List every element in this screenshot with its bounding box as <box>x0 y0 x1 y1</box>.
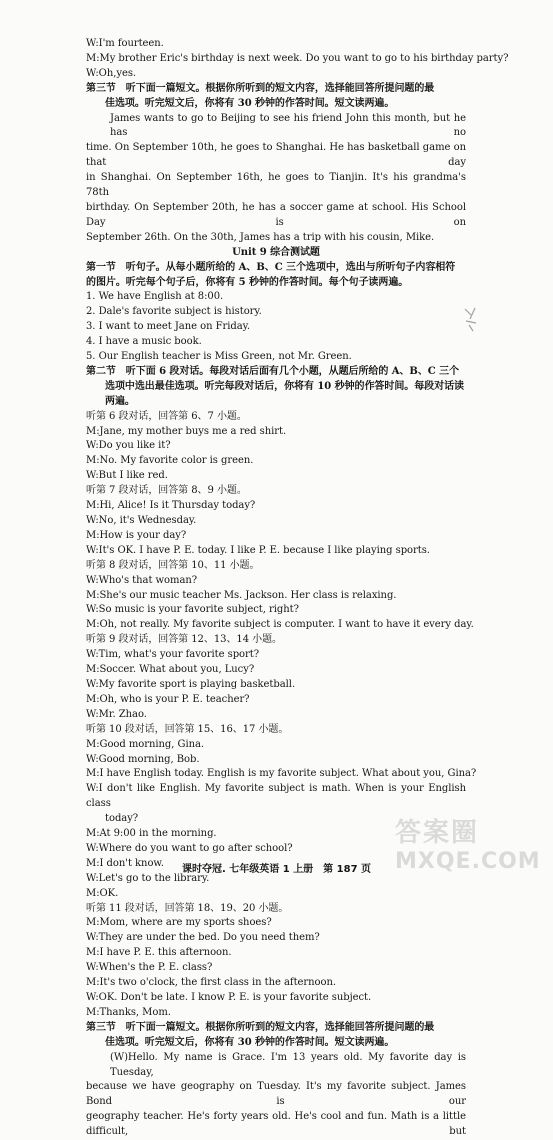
page-footer: 课时夺冠. 七年级英语 1 上册 第 187 页 <box>181 864 372 875</box>
text-line: 听第 7 段对话，回答第 8、9 小题。 <box>86 485 247 497</box>
text-line: M:Oh, not really. My favorite subject is computer. I want to have it every day. <box>86 619 474 631</box>
text-line: W:So music is your favorite subject, right? <box>86 604 299 616</box>
text-line: M:At 9:00 in the morning. <box>86 828 217 840</box>
text-line: 佳选项。听完短文后，你将有 30 秒钟的作答时间。短文读两遍。 <box>105 97 395 109</box>
text-line: 2. Dale's favorite subject is history. <box>86 306 262 318</box>
text-line: W:OK. Don't be late. I know P. E. is your favorite subject. <box>86 992 372 1003</box>
text-line: W:My favorite sport is playing basketball. <box>86 678 296 690</box>
text-line: James wants to go to Beijing to see his friend John this month, but he has no <box>110 112 466 139</box>
text-line: 5. Our English teacher is Miss Green, not Mr. Green. <box>86 351 352 363</box>
text-line: 听第 9 段对话，回答第 12、13、14 小题。 <box>86 634 283 646</box>
text-line: 听第 10 段对话，回答第 15、16、17 小题。 <box>86 723 289 735</box>
text-line: 佳选项。听完短文后，你将有 30 秒钟的作答时间。短文读两遍。 <box>105 1036 395 1048</box>
text-line: W:No, it's Wednesday. <box>86 515 197 526</box>
text-line: 的图片。听完每个句子后，你将有 5 秒钟的作答时间。每个句子读两遍。 <box>86 276 409 288</box>
text-line: W:They are under the bed. Do you need them? <box>86 932 320 944</box>
text-line: 3. I want to meet Jane on Friday. <box>86 321 251 333</box>
text-line: time. On September 10th, he goes to Shanghai. He has basketball game on that day <box>86 142 466 169</box>
text-line: M:I have English today. English is my favorite subject. What about you, Gina? <box>86 768 477 780</box>
text-line: W:When's the P. E. class? <box>86 962 213 974</box>
text-line: M:I don't know. <box>86 857 164 869</box>
text-line: M:Jane, my mother buys me a red shirt. <box>86 425 287 437</box>
text-line: 第三节 听下面一篇短文。根据你所听到的短文内容，选择能回答所提问题的最 <box>86 1021 435 1033</box>
text-line: M:She's our music teacher Ms. Jackson. Her class is relaxing. <box>86 589 397 601</box>
text-line: W:Oh,yes. <box>86 67 137 79</box>
text-line: W:Do you like it? <box>86 440 171 452</box>
text-line: M:I have P. E. this afternoon. <box>86 947 232 959</box>
text-line: in Shanghai. On September 16th, he goes to Tianjin. It's his grandma's 78th <box>86 172 466 199</box>
text-line: today? <box>105 813 139 825</box>
scribble-mark <box>461 305 483 333</box>
text-line: W:It's OK. I have P. E. today. I like P. E. because I like playing sports. <box>86 544 430 556</box>
text-line: M:How is your day? <box>86 529 187 541</box>
text-line: M:Good morning, Gina. <box>86 738 205 750</box>
text-line: W:Tim, what's your favorite sport? <box>86 649 260 661</box>
text-line: M:No. My favorite color is green. <box>86 455 254 467</box>
watermark-bottom: MXQE.COM <box>395 849 541 874</box>
text-line: M:Hi, Alice! Is it Thursday today? <box>86 500 256 512</box>
site-watermark <box>395 812 545 874</box>
text-line: W:Good morning, Bob. <box>86 753 200 765</box>
text-line: M:It's two o'clock, the first class in the afternoon. <box>86 977 336 989</box>
text-line: 听第 6 段对话，回答第 6、7 小题。 <box>86 410 247 422</box>
text-line: W:I'm fourteen. <box>86 38 164 49</box>
text-line: 两遍。 <box>105 395 135 407</box>
text-line: W:I don't like English. My favorite subject is math. When is your English class <box>86 783 466 810</box>
text-line: 听第 8 段对话，回答第 10、11 小题。 <box>86 559 260 571</box>
text-line: 1. We have English at 8:00. <box>86 291 224 303</box>
text-line: W:Let's go to the library. <box>86 872 210 884</box>
text-line: M:Mom, where are my sports shoes? <box>86 917 272 929</box>
text-line: W:Where do you want to go after school? <box>86 842 293 854</box>
text-line: (W)Hello. My name is Grace. I'm 13 years old. My favorite day is Tuesday, <box>110 1051 466 1078</box>
text-line: 第一节 听句子。从每小题所给的 A、B、C 三个选项中，选出与所听句子内容相符 <box>86 261 456 273</box>
text-line: September 26th. On the 30th, James has a trip with his cousin, Mike. <box>86 231 435 243</box>
watermark-top: 答案圈 <box>395 818 480 848</box>
text-line: M:My brother Eric's birthday is next week. Do you want to go to his birthday party? <box>86 52 509 64</box>
text-line: M:Soccer. What about you, Lucy? <box>86 664 255 676</box>
text-line: 选项中选出最佳选项。听完每段对话后，你将有 10 秒钟的作答时间。每段对话读 <box>105 380 464 392</box>
text-line: 第二节 听下面 6 段对话。每段对话后面有几个小题，从题后所给的 A、B、C 三个 <box>86 365 460 377</box>
text-line: geography teacher. He's forty years old. He's cool and fun. Math is a little difficult, but <box>86 1111 466 1138</box>
text-line: because we have geography on Tuesday. It's my favorite subject. James Bond is our <box>86 1081 466 1108</box>
text-line: 听第 11 段对话，回答第 18、19、20 小题。 <box>86 902 289 914</box>
text-line: M:Oh, who is your P. E. teacher? <box>86 693 250 705</box>
text-line: birthday. On September 20th, he has a soccer game at school. His School Day is on <box>86 201 466 228</box>
text-line: Unit 9 综合测试题 <box>232 246 320 258</box>
text-line: W:But I like red. <box>86 470 168 482</box>
text-line: M:OK. <box>86 887 119 899</box>
text-line: 第三节 听下面一篇短文。根据你所听到的短文内容，选择能回答所提问题的最 <box>86 82 435 94</box>
text-line: W:Who's that woman? <box>86 574 198 586</box>
text-line: 4. I have a music book. <box>86 336 202 348</box>
text-line: M:Thanks, Mom. <box>86 1006 171 1018</box>
text-line: W:Mr. Zhao. <box>86 708 147 720</box>
